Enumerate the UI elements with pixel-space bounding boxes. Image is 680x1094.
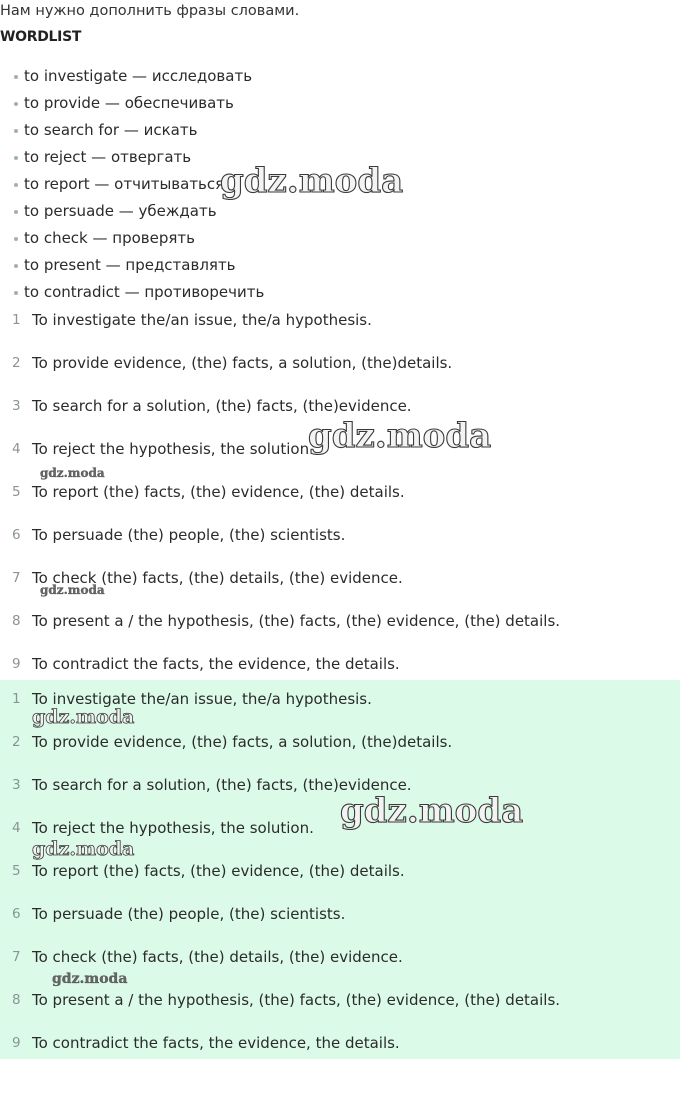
answer-number: 9: [12, 656, 21, 672]
wordlist-item: [0, 201, 680, 228]
wordlist-item: [0, 66, 680, 93]
answer-item: [0, 353, 680, 396]
watermark: gdz.moda: [40, 583, 105, 597]
answer-text: To present a / the hypothesis, (the) facts, (the) evidence, (the) details.: [32, 612, 561, 630]
wordlist-item-text: to contradict — противоречить: [24, 283, 265, 301]
answer-text: To report (the) facts, (the) evidence, (the) details.: [32, 483, 405, 501]
intro-text: Нам нужно дополнить фразы словами.: [0, 3, 300, 19]
answer-text: To search for a solution, (the) facts, (the)evidence.: [32, 397, 412, 415]
answer-number: 3: [12, 398, 21, 414]
answer-number: 1: [12, 691, 21, 707]
wordlist-item: [0, 120, 680, 147]
answer-item: [0, 732, 680, 775]
bullet-icon: [14, 183, 18, 187]
answer-number: 4: [12, 820, 21, 836]
answer-number: 7: [12, 570, 21, 586]
wordlist-item: [0, 255, 680, 282]
answer-list: [0, 310, 680, 697]
watermark: gdz.moda: [308, 416, 492, 456]
bullet-icon: [14, 291, 18, 295]
answer-number: 8: [12, 992, 21, 1008]
answer-text: To persuade (the) people, (the) scientists.: [32, 905, 346, 923]
answer-number: 8: [12, 613, 21, 629]
watermark: gdz.moda: [32, 838, 135, 860]
answer-number: 5: [12, 863, 21, 879]
answer-item: [0, 904, 680, 947]
wordlist-item-text: to search for — искать: [24, 121, 198, 139]
wordlist-item-text: to reject — отвергать: [24, 148, 192, 166]
answer-text: To reject the hypothesis, the solution.: [32, 819, 314, 837]
answer-text: To check (the) facts, (the) details, (the) evidence.: [32, 569, 403, 587]
answer-list-highlighted: [0, 689, 680, 1076]
wordlist-item-text: to report — отчитываться: [24, 175, 225, 193]
answer-text: To provide evidence, (the) facts, a solution, (the)details.: [32, 733, 453, 751]
answer-number: 4: [12, 441, 21, 457]
answer-text: To search for a solution, (the) facts, (the)evidence.: [32, 776, 412, 794]
answer-number: 6: [12, 906, 21, 922]
answer-text: To provide evidence, (the) facts, a solution, (the)details.: [32, 354, 453, 372]
answer-number: 7: [12, 949, 21, 965]
wordlist-item-text: to present — представлять: [24, 256, 236, 274]
answer-text: To investigate the/an issue, the/a hypothesis.: [32, 311, 372, 329]
answer-text: To check (the) facts, (the) details, (the) evidence.: [32, 948, 403, 966]
watermark: gdz.moda: [340, 791, 524, 831]
answer-text: To reject the hypothesis, the solution.: [32, 440, 314, 458]
wordlist-item: [0, 282, 680, 309]
bullet-icon: [14, 237, 18, 241]
answer-item: [0, 990, 680, 1033]
wordlist-item: [0, 228, 680, 255]
watermark: gdz.moda: [32, 706, 135, 728]
answer-item: [0, 525, 680, 568]
answer-text: To investigate the/an issue, the/a hypothesis.: [32, 690, 372, 708]
wordlist-item: [0, 93, 680, 120]
watermark: gdz.moda: [52, 971, 128, 987]
answer-text: To contradict the facts, the evidence, the details.: [32, 1034, 400, 1052]
wordlist-title: WORDLIST: [0, 29, 82, 45]
answer-item: [0, 482, 680, 525]
answer-number: 3: [12, 777, 21, 793]
answer-number: 5: [12, 484, 21, 500]
answer-number: 1: [12, 312, 21, 328]
answer-number: 9: [12, 1035, 21, 1051]
answer-number: 2: [12, 734, 21, 750]
answer-item: [0, 310, 680, 353]
bullet-icon: [14, 129, 18, 133]
bullet-icon: [14, 264, 18, 268]
wordlist-item-text: to investigate — исследовать: [24, 67, 253, 85]
answer-text: To persuade (the) people, (the) scientists.: [32, 526, 346, 544]
answer-text: To present a / the hypothesis, (the) facts, (the) evidence, (the) details.: [32, 991, 561, 1009]
answer-text: To contradict the facts, the evidence, the details.: [32, 655, 400, 673]
wordlist-item-text: to provide — обеспечивать: [24, 94, 234, 112]
watermark: gdz.moda: [220, 161, 404, 201]
answer-number: 6: [12, 527, 21, 543]
watermark: gdz.moda: [40, 466, 105, 480]
answer-text: To report (the) facts, (the) evidence, (the) details.: [32, 862, 405, 880]
bullet-icon: [14, 210, 18, 214]
answer-item: [0, 1033, 680, 1076]
answer-item: [0, 861, 680, 904]
answer-number: 2: [12, 355, 21, 371]
bullet-icon: [14, 156, 18, 160]
wordlist-item-text: to persuade — убеждать: [24, 202, 217, 220]
wordlist-item-text: to check — проверять: [24, 229, 195, 247]
bullet-icon: [14, 102, 18, 106]
answer-item: [0, 611, 680, 654]
bullet-icon: [14, 75, 18, 79]
